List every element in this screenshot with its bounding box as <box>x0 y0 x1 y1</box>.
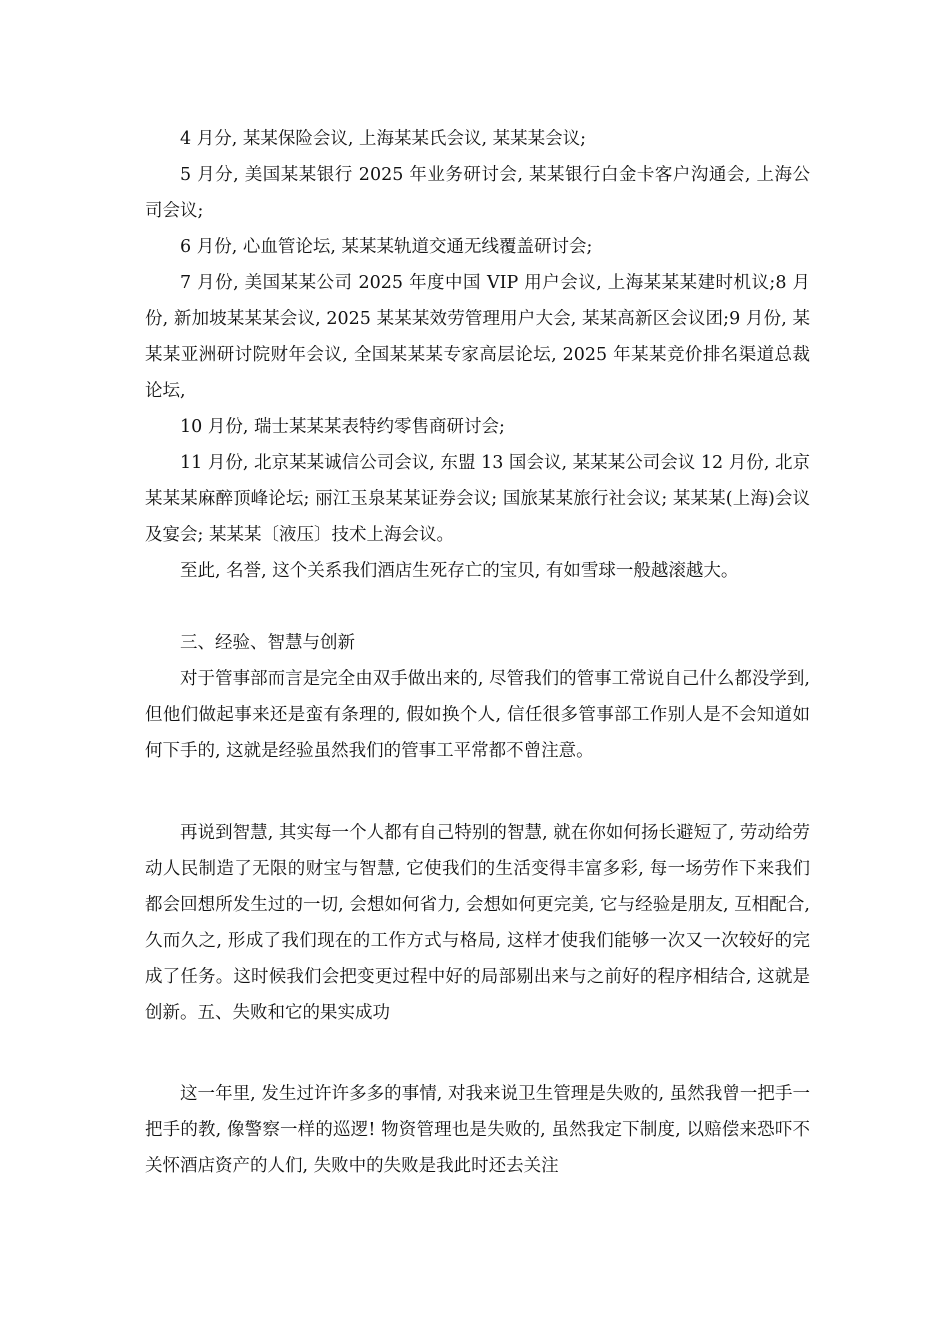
paragraph-failure: 这一年里, 发生过许许多多的事情, 对我来说卫生管理是失败的, 虽然我曾一把手一把手的教, 像警察一样的巡逻! 物资管理也是失败的, 虽然我定下制度, 以赔偿来恐吓不关怀酒店资产的人们, 失败中的失败是我此时还去关注 <box>145 1084 810 1176</box>
paragraph-wisdom: 再说到智慧, 其实每一个人都有自己特别的智慧, 就在你如何扬长避短了, 劳动给劳动人民制造了无限的财宝与智慧, 它使我们的生活变得丰富多彩, 每一场劳作下来我们都会回想所发生过的一切, 会想如何省力, 会想如何更完美, 它与经验是朋友, 互相配合, 久而久之, 形成了我们现在的工作方式与格局, 这样才使我们能够一次又一次较好的完成了任务。这时候我们会把变更过程中好的局部剔出来与之前好的程序相结合, 这就是创新。五、失败和它的果实成功 <box>145 823 810 1023</box>
paragraph-may: 5 月分, 美国某某银行 2025 年业务研讨会, 某某银行白金卡客户沟通会, 上海公司会议; <box>145 165 810 221</box>
section-heading-experience: 三、经验、智慧与创新 <box>180 633 355 653</box>
paragraph-april: 4 月分, 某某保险会议, 上海某某氏会议, 某某某会议; <box>180 129 586 149</box>
paragraph-october: 10 月份, 瑞士某某某表特约零售商研讨会; <box>180 417 505 437</box>
paragraph-reputation: 至此, 名誉, 这个关系我们酒店生死存亡的宝贝, 有如雪球一般越滚越大。 <box>180 561 739 581</box>
paragraph-july-september: 7 月份, 美国某某公司 2025 年度中国 VIP 用户会议, 上海某某某建时机议;8 月份, 新加坡某某某会议, 2025 某某某效劳管理用户大会, 某某高新区会议团;9 月份, 某某某亚洲研讨院财年会议, 全国某某某专家高层论坛, 2025 年某某竞价排名渠道总裁论坛, <box>145 273 810 401</box>
paragraph-november-december: 11 月份, 北京某某诚信公司会议, 东盟 13 国会议, 某某某公司会议 12 月份, 北京某某某麻醉顶峰论坛; 丽江玉泉某某证券会议; 国旅某某旅行社会议; 某某某(上海)会议及宴会; 某某某〔液压〕技术上海会议。 <box>145 453 810 545</box>
paragraph-june: 6 月份, 心血管论坛, 某某某轨道交通无线覆盖研讨会; <box>180 237 593 257</box>
paragraph-experience: 对于管事部而言是完全由双手做出来的, 尽管我们的管事工常说自己什么都没学到, 但他们做起事来还是蛮有条理的, 假如换个人, 信任很多管事部工作别人是不会知道如何下手的, 这就是经验虽然我们的管事工平常都不曾注意。 <box>145 669 810 761</box>
